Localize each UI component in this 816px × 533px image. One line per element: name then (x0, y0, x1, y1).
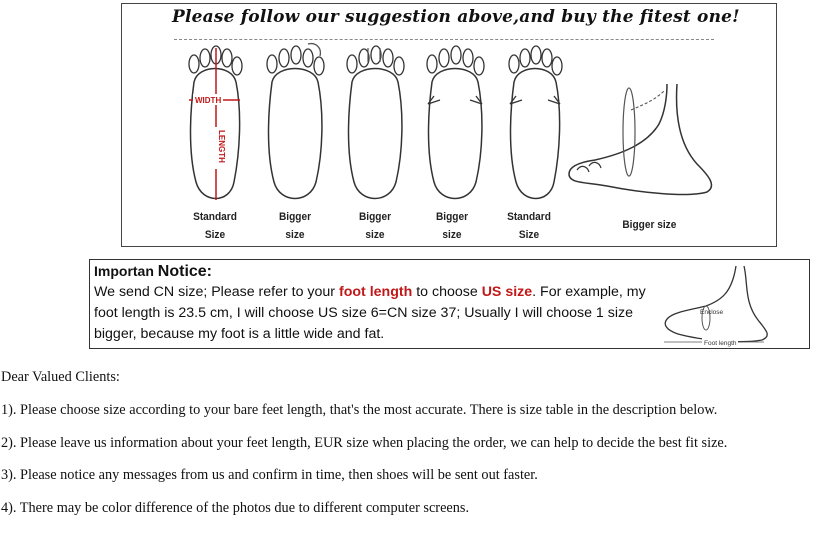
caption-standard-2: Standard Size (507, 211, 551, 241)
foot-standard-measured (180, 42, 250, 207)
caption-standard-1: Standard Size (193, 211, 237, 241)
foot-bigger-1 (260, 42, 330, 207)
notice-heading: Importan Notice: (94, 263, 213, 280)
enclose-label: Enclose (700, 309, 724, 316)
foot-size-illustration (121, 3, 777, 247)
caption-side-bigger: Bigger size (622, 219, 677, 231)
tip-3: 3). Please notice any messages from us and confirm in time, then shoes will be sent out faster. (1, 467, 538, 483)
foot-bigger-3 (420, 42, 490, 207)
notice-text: Importan Notice: We send CN size; Please refer to your foot length to choose US size. For example, my foot length is 23.5 cm, I will choose US size 6=CN size 37; Usually I will choose 1 size bigger, because my foot is a little wide and fat. (94, 261, 659, 345)
notice-box (89, 259, 810, 349)
foot-length-highlight: foot length (338, 284, 413, 300)
length-label: LENGTH (217, 130, 226, 163)
caption-bigger-3: Bigger size (435, 211, 469, 241)
foot-side-view (567, 74, 727, 199)
dashed-divider (174, 39, 714, 40)
caption-bigger-1: Bigger size (278, 211, 312, 241)
foot-standard (500, 42, 570, 207)
tip-1: 1). Please choose size according to your bare feet length, that's the most accurate. There is size table in the description below. (1, 402, 718, 418)
foot-length-diagram (660, 262, 808, 348)
tip-4: 4). There may be color difference of the photos due to different computer screens. (1, 500, 470, 516)
tip-2: 2). Please leave us information about your feet length, EUR size when placing the order, we can help to decide the best fit size. (1, 435, 728, 451)
caption-bigger-2: Bigger size (358, 211, 392, 241)
foot-bigger-2 (340, 42, 410, 207)
width-label: WIDTH (195, 96, 222, 105)
greeting: Dear Valued Clients: (1, 369, 120, 385)
us-size-highlight: US size (481, 284, 533, 300)
foot-length-label: Foot length (704, 340, 737, 347)
panel-title: Please follow our suggestion above,and buy the fitest one! (172, 7, 740, 27)
